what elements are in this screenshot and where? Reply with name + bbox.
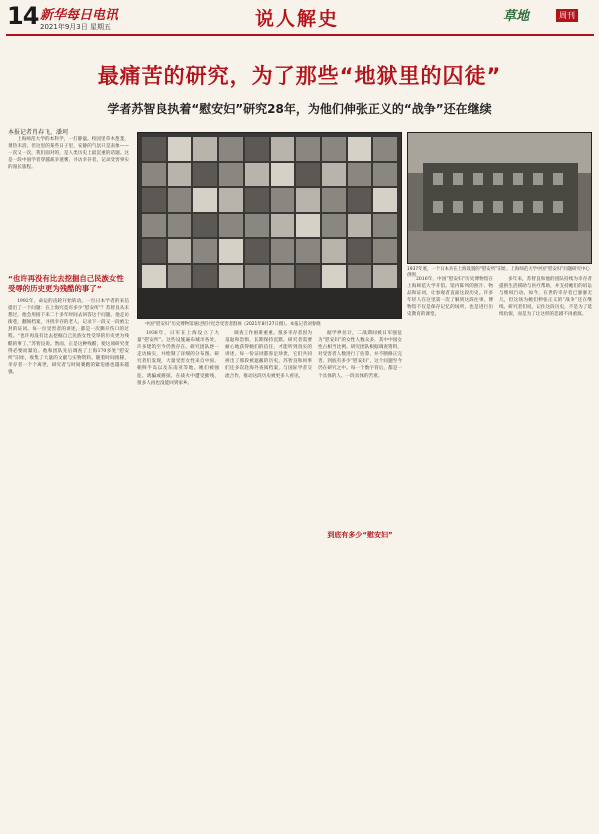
- body-paragraph: 调查工作困难重重。很多幸存者因为羞耻和恐惧，长期保持沉默。研究者需要耐心地获得她们的信任，才能听到真实的讲述。每一份证词都弥足珍贵，它们共同拼出了那段被遮蔽的历史。苏智良和同事们还多次赴海外查阅档案，与国际学者交流合作，推动这段历史被更多人看见。: [225, 331, 312, 379]
- body-column-mid-3: [318, 330, 402, 830]
- body-paragraph: 1992年，命运的齿轮开始转动。一位日本学者的来信提出了一个问题：在上海究竟有多少“慰安所”？苏智良从未想过，他会用接下来二十多年时间去回答这个问题。他走访街巷，翻阅档案，寻找幸存的老人，记录下一段又一段被尘封的证词。每一位受害者的讲述，都是一次撕开伤口的过程。“也许再没有比去挖掘自己民族女性受辱的历史更为残酷的事了。”苏智良说。然而，正是这种残酷，使这项研究变得必要而紧迫。他和团队先后调查了上海170多处“慰安所”旧址，收集了大量的文献与实物资料。随着时间推移，幸存者一个个离世，研究者与时间赛跑的紧迫感也越来越强。: [8, 299, 129, 375]
- museum-photo: [137, 132, 402, 319]
- headline: 最痛苦的研究，为了那些“地狱里的囚徒”: [97, 64, 502, 88]
- date-line: 2021年9月3日 星期五: [40, 23, 111, 31]
- body-paragraph: 2016年，中国“慰安妇”历史博物馆在上海师范大学开馆。馆内陈列的照片、物品和证词，让参观者直面这段历史。许多年轻人在这里第一次了解到这段往事。博物馆不仅是保存记忆的场所，也是进行历史教育的课堂。: [407, 277, 493, 318]
- masthead: [0, 0, 599, 34]
- photo-caption-main: 中国“慰安妇”历史博物馆通过照片纪念受害者群体（2021年8月27日摄）。本报记者刘春晓: [145, 322, 321, 327]
- body-paragraph: 1938年，日军在上海设立了大量“慰安所”。这些设施遍布城市各处，许多建筑至今仍然存在。研究团队逐一走访核实，并绘制了详细的分布图。研究者们发现，大量受害女性来自中国、朝鲜半岛以及东南亚等地。她们被强征、诱骗或掳掠，在战火中遭受摧残，很多人再也没能回到家乡。: [137, 331, 219, 386]
- page-number: 14: [7, 2, 39, 30]
- subheadline: 学者苏智良执着“慰安妇”研究28年，为他们伸张正义的“战争”还在继续: [107, 102, 492, 116]
- masthead-rule: [6, 34, 594, 36]
- body-column-left: [8, 298, 129, 830]
- historic-building-photo: [407, 132, 592, 264]
- brand-logo: 草地: [503, 9, 530, 24]
- section-heading: 到底有多少“慰安妇”: [318, 528, 402, 542]
- section-title: 说人解史: [255, 8, 340, 30]
- photo-caption-side: 1937年底，一个日本兵在上海设置的“慰安所”旧址。上海师范大学中国“慰安妇”问题研究中心供图: [407, 267, 590, 278]
- paper-name: 新华每日电讯: [40, 8, 119, 23]
- body-column-mid-2: [225, 330, 312, 830]
- brand-suffix: 周刊: [556, 9, 578, 22]
- body-column-right-2: [499, 276, 592, 830]
- body-paragraph: 据学界估计，二战期间被日军强征为“慰安妇”的女性人数众多，其中中国女性占相当比例。研究团队根据调查资料，对受害者人数进行了估算，并不断修正完善。到底有多少“慰安妇”，这个问题至今仍在研究之中。每一个数字背后，都是一个具体的人、一段具体的苦难。: [318, 331, 402, 379]
- byline: 本报记者肖春飞、潘珂: [8, 129, 69, 136]
- body-column-mid-1: [137, 330, 219, 830]
- body-column-right-1: [407, 276, 493, 830]
- body-paragraph: 上海师范大学的本科学，一打静谧。校园里草木葱茏，暑热未消。但这里的某些日子里，安静的气氛只是表象——一次又一次，我们面对的，是人类历史上最沉重的话题。这是一段中国学者穿越战争迷雾，寻访幸存者、记录受害事实的漫长旅程。: [8, 137, 129, 171]
- body-paragraph: 多年来，苏智良和他的团队持续为幸存者提供生活援助与医疗帮助，并支持她们的诉讼与维权行动。如今，在世的幸存者已寥寥无几，但这场为她们伸张正义的“战争”还在继续。研究者们说，记住这段历史，不是为了延续仇恨，而是为了让这样的悲剧不再重演。: [499, 277, 592, 318]
- pull-quote: “也许再没有比去挖掘自己民族女性受辱的历史更为残酷的事了”: [8, 274, 124, 293]
- body-column-left-top: [8, 136, 129, 272]
